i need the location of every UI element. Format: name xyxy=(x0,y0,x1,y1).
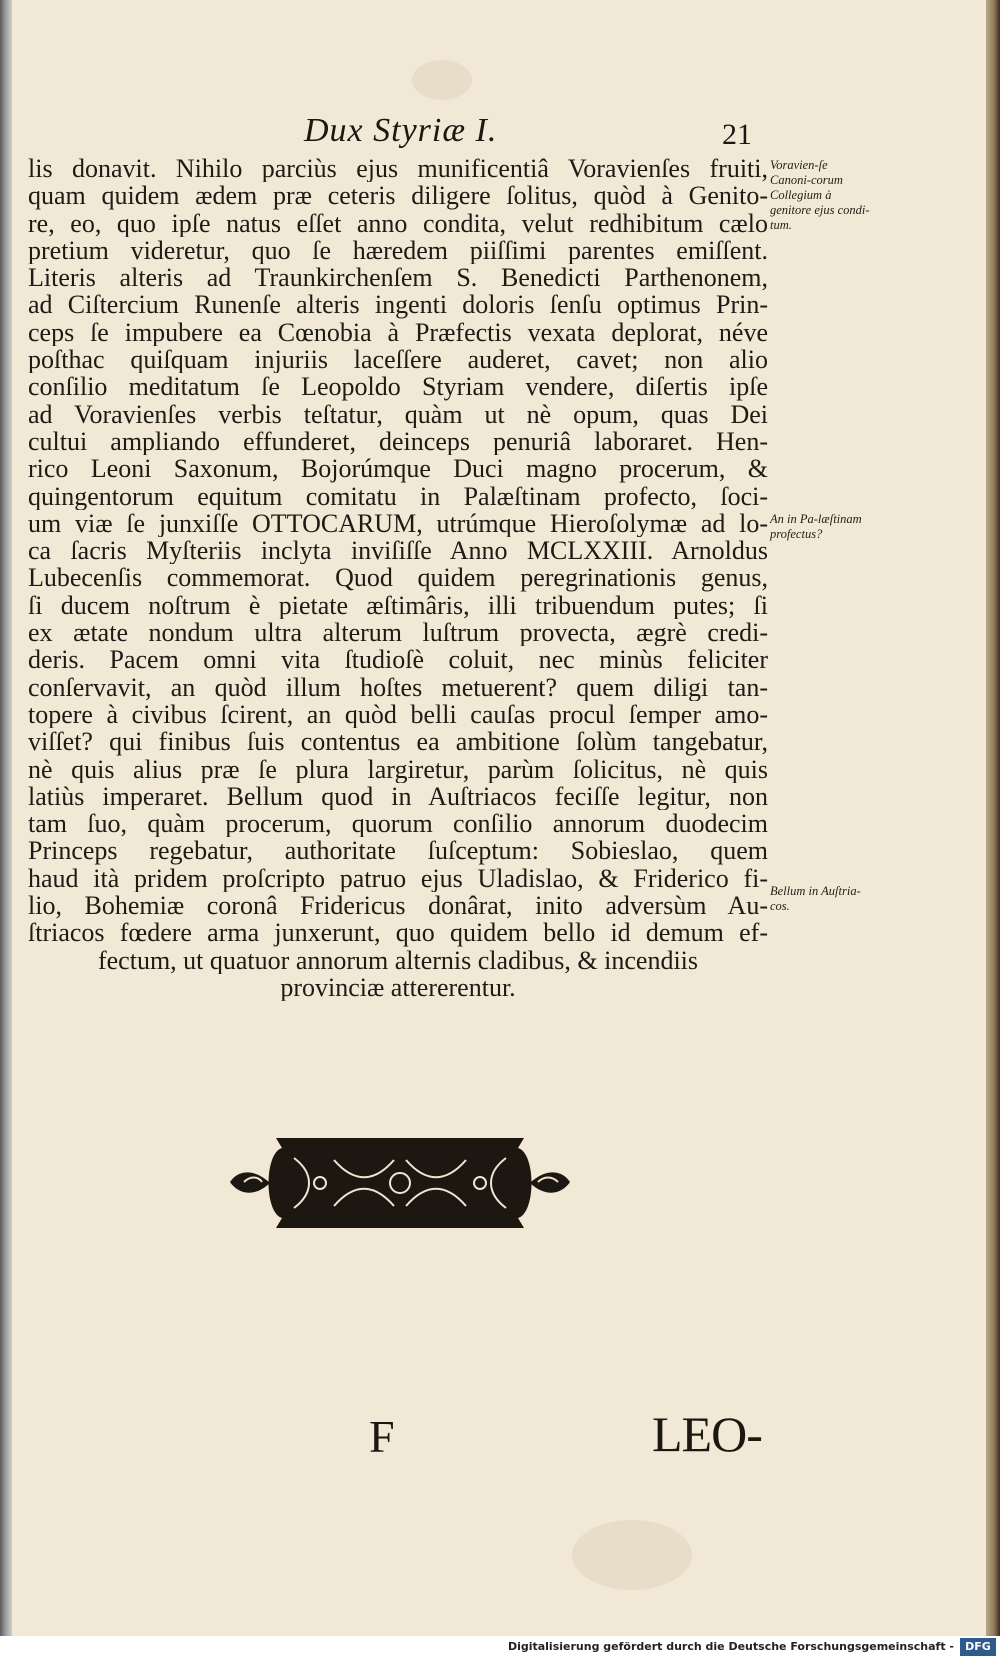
book-binding xyxy=(0,0,12,1658)
running-title: Dux Styriæ I. xyxy=(304,112,498,149)
page-header xyxy=(12,112,986,152)
text-line: um viæ ſe junxiſſe OTTOCARUM, utrúmque Hieroſolymæ ad lo- xyxy=(28,509,768,538)
printer-ornament xyxy=(224,1128,576,1238)
text-line: Lubecenſis commemorat. Quod quidem peregrinationis genus, xyxy=(28,564,768,592)
text-line: Literis alteris ad Traunkirchenſem S. Benedicti Parthenonem, xyxy=(28,264,768,292)
book-page xyxy=(12,0,986,1658)
text-line: pretium videretur, quo ſe hæredem piiſſimi parentes emiſſent. xyxy=(28,236,768,265)
text-line: viſſet? qui finibus ſuis contentus ea ambitione ſolùm tangebatur, xyxy=(28,728,768,756)
text-line: conſervavit, an quòd illum hoſtes metuerent? quem diligi tan- xyxy=(28,673,768,701)
signature-mark: F xyxy=(369,1411,395,1462)
catchword: LEO- xyxy=(652,1406,762,1462)
text-line: latiùs imperaret. Bellum quod in Auſtriacos feciſſe legitur, non xyxy=(28,782,768,811)
dfg-logo-icon: DFG xyxy=(960,1638,996,1656)
margin-note: An in Pa-læſtinam profectus? xyxy=(770,512,862,541)
margin-note: Bellum in Auſtria-cos. xyxy=(770,884,861,913)
text-line: haud ità pridem proſcripto patruo ejus Uladislao, & Friderico fi- xyxy=(28,864,768,893)
text-line: ceps ſe impubere ea Cœnobia à Præfectis vexata deplorat, néve xyxy=(28,318,768,347)
text-line: ad Ciſtercium Runenſe alteris ingenti doloris ſenſu optimus Prin- xyxy=(28,291,768,319)
text-line: poſthac quiſquam injuriis laceſſere auderet, cavet; non alio xyxy=(28,346,768,374)
next-page-edge xyxy=(986,0,1000,1658)
paper-stain xyxy=(572,1520,692,1590)
text-line: rico Leoni Saxonum, Bojorúmque Duci magno procerum, & xyxy=(28,455,768,483)
footer-credit: Digitalisierung gefördert durch die Deutsche Forschungsgemeinschaft - xyxy=(507,1640,954,1653)
text-line: ſtriacos fœdere arma junxerunt, quo quidem bello id demum ef- xyxy=(28,919,768,947)
text-line: quam quidem ædem præ ceteris diligere ſolitus, quòd à Genito- xyxy=(28,182,768,210)
text-line: topere à civibus ſcirent, an quòd belli cauſas procul ſemper amo- xyxy=(28,700,768,729)
margin-note: Voravien-ſe Canoni-corum Collegium à genitore ejus condi-tum. xyxy=(770,158,870,232)
text-line: ſi ducem noſtrum è pietate æſtimâris, illi tribuendum putes; ſi xyxy=(28,591,768,620)
page-number: 21 xyxy=(722,118,752,151)
text-line: conſilio meditatum ſe Leopoldo Styriam vendere, diſertis ipſe xyxy=(28,373,768,401)
text-line: tam ſuo, quàm procerum, quorum conſilio annorum duodecim xyxy=(28,810,768,838)
text-line: fectum, ut quatuor annorum alternis cladibus, & incendiis xyxy=(97,946,699,974)
text-line: cultui ampliando effunderet, deinceps penuriâ laboraret. Hen- xyxy=(28,427,768,456)
text-line: ca ſacris Myſteriis inclyta inviſiſſe Anno MCLXXIII. Arnoldus xyxy=(28,537,768,565)
text-line: lis donavit. Nihilo parciùs ejus munificentiâ Voravienſes fruiti, xyxy=(28,155,768,183)
text-line: ex ætate nondum ultra alterum luſtrum provecta, ægrè credi- xyxy=(28,619,768,647)
paper-stain xyxy=(412,60,472,100)
text-line: deris. Pacem omni vita ſtudioſè coluit, nec minùs feliciter xyxy=(28,646,768,674)
text-line: re, eo, quo ipſe natus eſſet anno condita, velut redhibitum cælo xyxy=(28,209,768,237)
text-line: provinciæ attererentur. xyxy=(280,973,516,1002)
text-line: quingentorum equitum comitatu in Palæſtinam profecto, ſoci- xyxy=(28,482,768,510)
text-line: lio, Bohemiæ coronâ Fridericus donârat, inito adversùm Au- xyxy=(28,892,768,920)
text-line: nè quis alius præ ſe plura largiretur, parùm ſolicitus, nè quis xyxy=(28,755,768,783)
digitization-footer xyxy=(0,1636,1000,1658)
text-line: Princeps regebatur, authoritate ſuſceptum: Sobieslao, quem xyxy=(28,837,768,865)
text-line: ad Voravienſes verbis teſtatur, quàm ut nè opum, quas Dei xyxy=(28,400,768,428)
main-text-block xyxy=(28,155,768,1001)
